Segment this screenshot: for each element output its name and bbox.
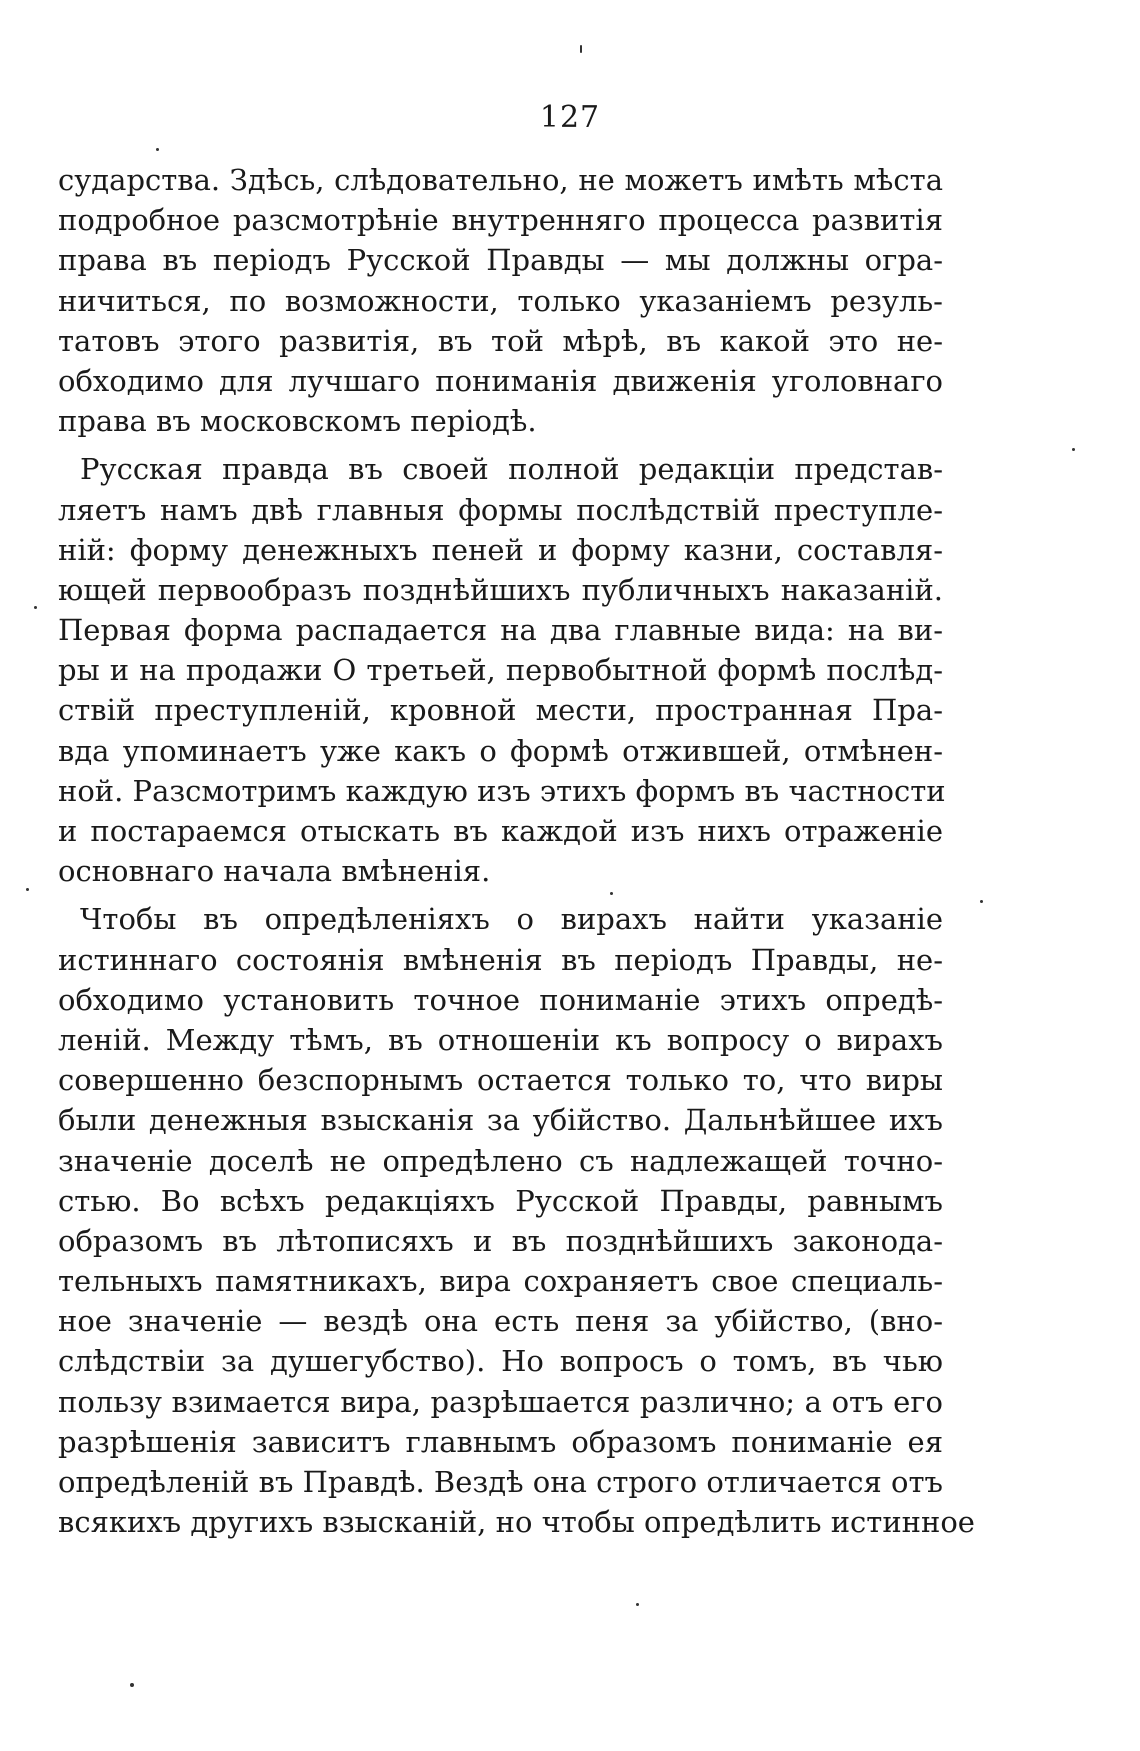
scan-speck	[26, 888, 29, 891]
text-line: подробное разсмотрѣніе внутренняго процесса развитія	[58, 203, 943, 238]
text-line: разрѣшенія зависитъ главнымъ образомъ пониманіе ея	[58, 1424, 943, 1459]
text-line: опредѣленій въ Правдѣ. Вездѣ она строго отличается отъ	[58, 1465, 943, 1499]
text-line: истиннаго состоянія вмѣненія въ періодъ Правды, не-	[58, 942, 943, 977]
text-line: Первая форма распадается на два главные вида: на ви-	[58, 613, 943, 648]
text-line: основнаго начала вмѣненія.	[58, 854, 491, 889]
text-line: ное значеніе — вездѣ она есть пеня за убійство, (вно-	[58, 1304, 943, 1339]
text-line: ничиться, по возможности, только указаніемъ резуль-	[58, 283, 943, 318]
text-line: ной. Разсмотримъ каждую изъ этихъ формъ въ частности	[58, 773, 946, 808]
scan-speck	[130, 1683, 134, 1687]
paragraph	[58, 899, 975, 1542]
scan-speck	[610, 892, 613, 895]
text-line: ры и на продажи О третьей, первобытной формѣ послѣд-	[58, 653, 943, 688]
text-line: права въ московскомъ періодѣ.	[58, 404, 537, 439]
page-number: 127	[539, 100, 601, 135]
text-line: Русская правда въ своей полной редакціи представ-	[80, 452, 943, 487]
text-line: значеніе доселѣ не опредѣлено съ надлежащей точно-	[58, 1143, 943, 1178]
text-line: ствій преступленій, кровной мести, пространная Пра-	[58, 693, 943, 728]
text-line: Чтобы въ опредѣленіяхъ о вирахъ найти указаніе	[80, 902, 943, 937]
text-line: тельныхъ памятникахъ, вира сохраняетъ свое специаль-	[58, 1264, 943, 1299]
scan-speck	[156, 148, 159, 151]
text-line: всякихъ другихъ взысканій, но чтобы опредѣлить истинное	[58, 1505, 975, 1540]
scan-speck	[1072, 448, 1075, 451]
scan-speck	[636, 1603, 639, 1606]
text-line: татовъ этого развитія, въ той мѣрѣ, въ какой это не-	[58, 323, 943, 358]
text-line: были денежныя взысканія за убійство. Дальнѣйшее ихъ	[58, 1103, 943, 1138]
text-line: пользу взимается вира, разрѣшается различно; а отъ его	[58, 1384, 943, 1419]
text-line: совершенно безспорнымъ остается только то, что виры	[58, 1063, 943, 1098]
scan-speck	[34, 606, 37, 609]
text-line: права въ періодъ Русской Правды — мы должны огра-	[58, 243, 943, 278]
text-line: стью. Во всѣхъ редакціяхъ Русской Правды, равнымъ	[58, 1183, 943, 1218]
body-text	[58, 160, 975, 1542]
scan-speck	[580, 45, 582, 53]
text-line: ній: форму денежныхъ пеней и форму казни, составля-	[58, 532, 943, 567]
paragraph	[58, 160, 943, 441]
text-line: сударства. Здѣсь, слѣдовательно, не можетъ имѣть мѣста	[58, 163, 943, 197]
text-line: слѣдствіи за душегубство). Но вопросъ о томъ, въ чью	[58, 1344, 943, 1379]
text-line: ющей первообразъ позднѣйшихъ публичныхъ наказаній.	[58, 572, 943, 607]
text-line: и постараемся отыскать въ каждой изъ нихъ отраженіе	[58, 814, 943, 848]
text-line: обходимо для лучшаго пониманія движенія уголовнаго	[58, 363, 943, 398]
text-line: обходимо установить точное пониманіе этихъ опредѣ-	[58, 982, 943, 1017]
paragraph	[58, 449, 946, 891]
text-line: вда упоминаетъ уже какъ о формѣ отжившей, отмѣнен-	[58, 733, 943, 768]
text-line: леній. Между тѣмъ, въ отношеніи къ вопросу о вирахъ	[58, 1022, 943, 1057]
scan-speck	[980, 900, 983, 903]
text-line: образомъ въ лѣтописяхъ и въ позднѣйшихъ законода-	[58, 1223, 943, 1258]
text-line: ляетъ намъ двѣ главныя формы послѣдствій преступле-	[58, 492, 943, 527]
